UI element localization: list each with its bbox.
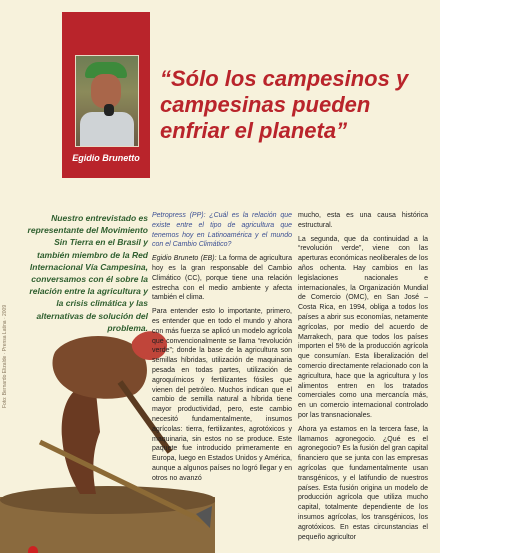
body-paragraph: La segunda, que da continuidad a la “revolución verde”, viene con las aperturas económicas neoliberales de los años ochenta. Hay cambios en las legislaciones nacionales e internacionales, la Organización Mundial de Comercio (OMC), en San José – Costa Rica, en 1994, obliga a todos los países a abrir sus economías, netamente agrícolas, por medio del acuerdo de Marrakech, para que todos los países importen el 5% de la producción agrícola que consumían. Esta liberalización del comercio directamente relacionado con la agricultura, hace que la agricultura y los alimentos entren en los tratados comerciales como una mercancía más, en un comercio internacional controlado por las transnacionales. <box>298 235 428 419</box>
answer-paragraph <box>152 254 292 303</box>
portrait-caption: Egidio Brunetto <box>72 153 140 163</box>
page-corner-mark <box>28 546 38 553</box>
answer-text: La forma de agricultura hoy es la gran responsable del Cambio Climático (CC), porque tiene una relación estrecha con el medio ambiente y afecta también el clima. <box>152 255 292 302</box>
microphone-icon <box>104 104 114 116</box>
page-margin <box>440 0 512 553</box>
body-paragraph: Ahora ya estamos en la tercera fase, la llamamos agronegocio. ¿Qué es el agronegocio? Es la fusión del gran capital financiero que se junta con las empresas agrícolas que fundamentalmente usan transgénicos, y el latifundio de nuestros países. Esta fusión origina un modelo de producción agrícola que utiliza mucho capital, totalmente dependiente de los insumos agrícolas, los transgénicos, los agrotóxicos. En estas circunstancias el pequeño agricultor <box>298 425 428 541</box>
face-shape <box>91 74 121 108</box>
article-title: “Sólo los campesinos y campesinas pueden enfriar el planeta” <box>160 66 409 143</box>
answer-speaker: Egidio Bruneto (EB): <box>152 255 217 263</box>
article-column-3 <box>298 211 428 546</box>
body-paragraph: mucho, esta es una causa histórica estructural. <box>298 212 428 229</box>
article-column-2 <box>152 211 292 488</box>
portrait-box <box>62 12 150 178</box>
interview-question: Petropress (PP): ¿Cuál es la relación que existe entre el tipo de agricultura que tenemos hoy en Latinoamérica y el mundo con el Cambio Climático? <box>152 212 292 249</box>
body-paragraph: Para entender esto lo importante, primero, es entender que en todo el mundo y ahora con más fuerza se aplicó un modelo agrícola que convencionalmente se llama “revolución verde”; donde la base de la agricultura son semillas híbridas, utilización de maquinaria pesada en todas partes, utilización de agroquímicos y fertilizantes fósiles que vienen del petróleo. Muchos indican que el cambio de semilla natural a híbrida tiene mayor productividad, pero, este cambio necesitó fundamentalmente, insumos agrícolas: tierra, fertilizantes, agrotóxicos y maquinaria, sin estos no se produce. Este paquete fue introducido primeramente en Europa, luego en Estados Unidos y América, aunque a algunos países no logró llegar y en otros no avanzó <box>152 308 292 482</box>
shirt-shape <box>80 112 134 146</box>
farmer-legs <box>62 382 100 494</box>
portrait-photo <box>75 55 139 147</box>
article-lede: Nuestro entrevistado es representante del Movimiento Sin Tierra en el Brasil y también miembro de la Red Internacional Vía Campesina, conversamos con él sobre la relación entre la agricultura y la crisis climática y las alternativas de solución del problema. <box>27 213 148 333</box>
photo-credit: Foto: Bernardo Elizalde · Prensa Latina · 2009 <box>2 304 8 408</box>
